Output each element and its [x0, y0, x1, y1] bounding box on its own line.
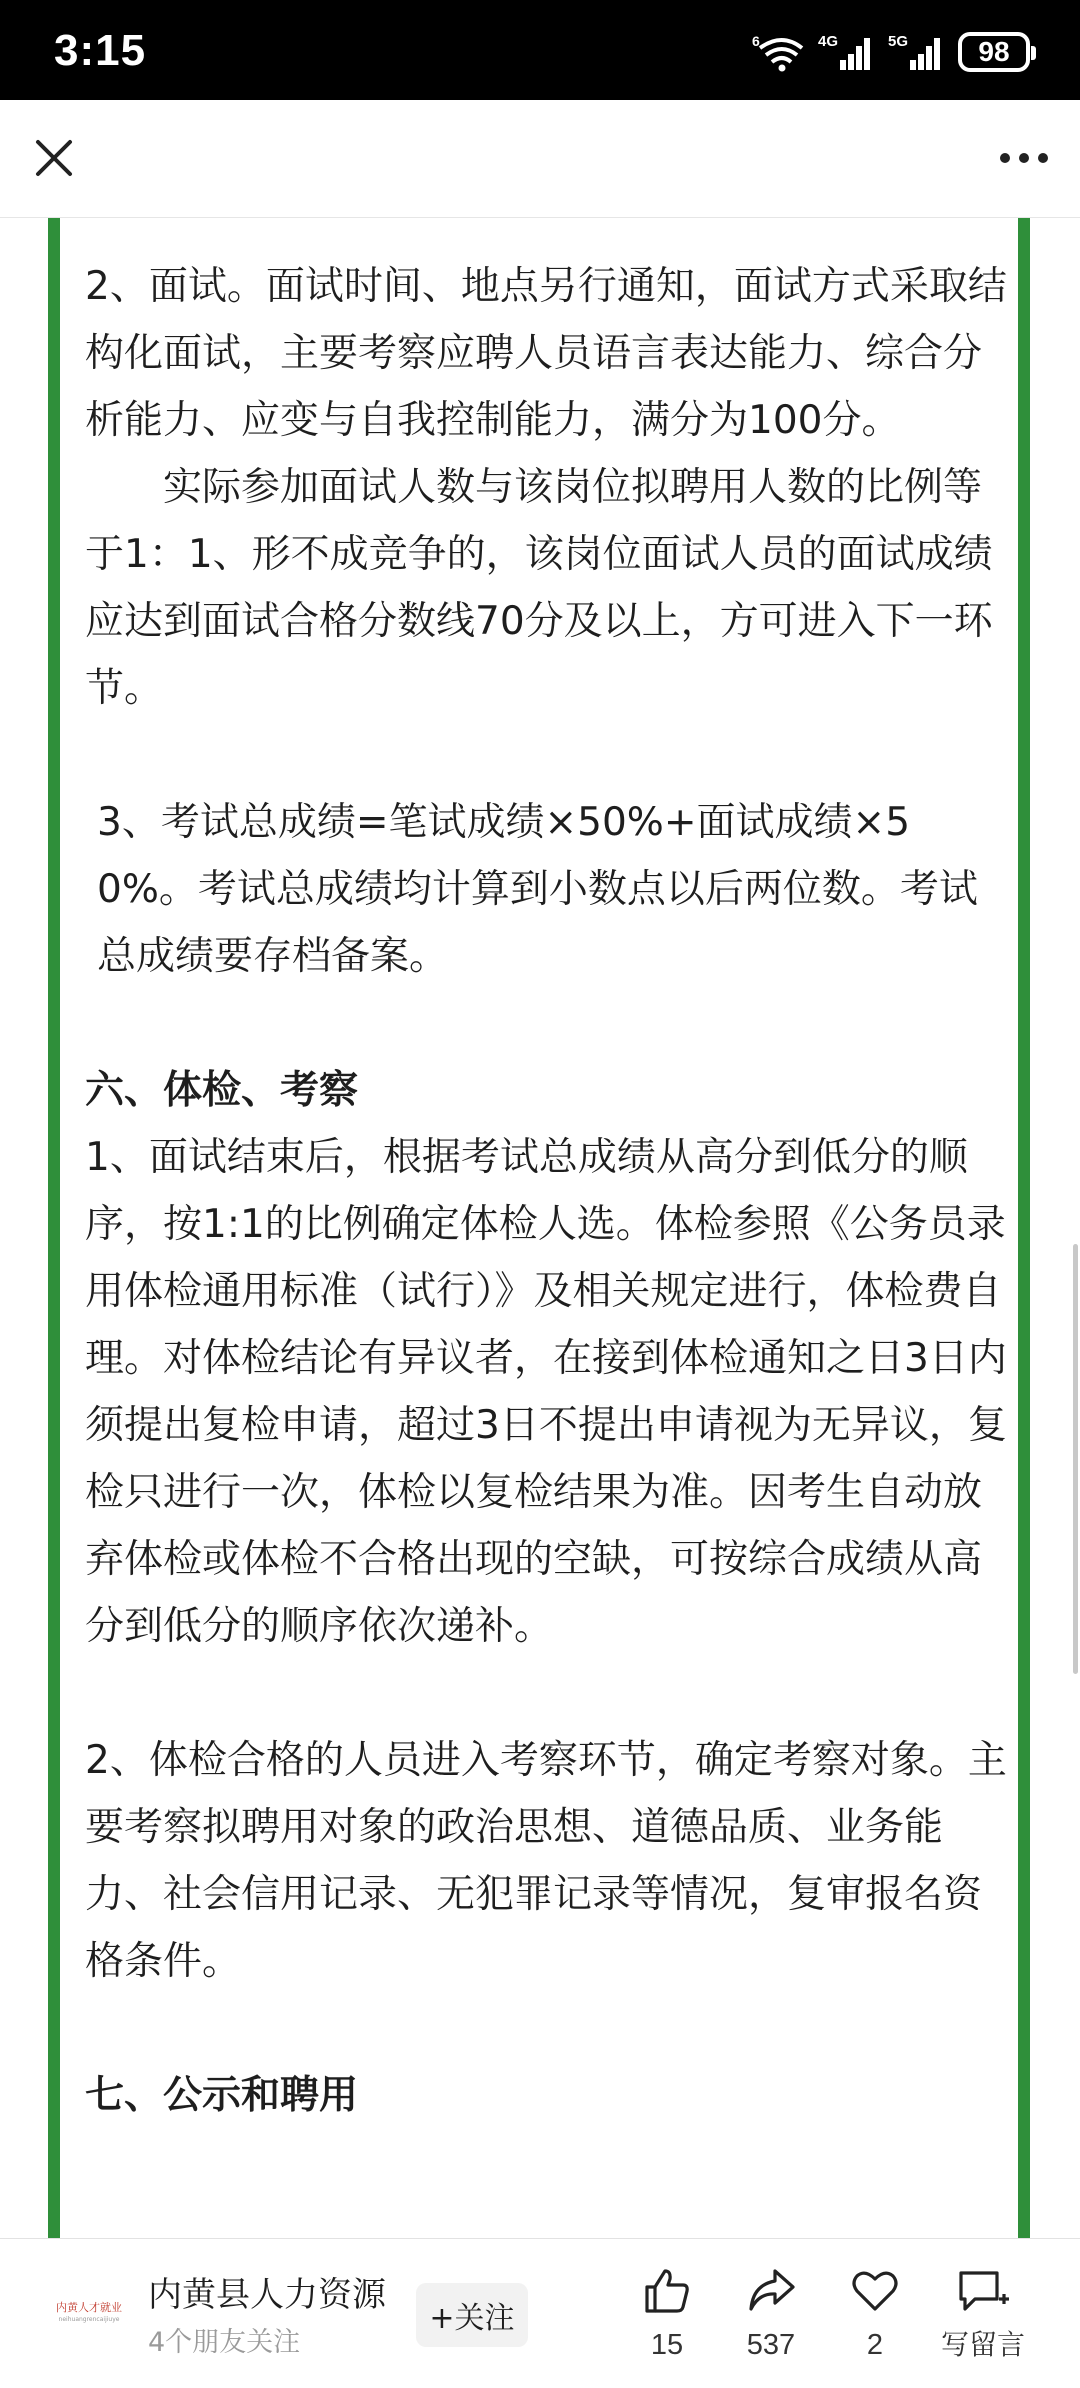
wifi-label: 6 [752, 33, 760, 49]
more-icon-dot [1038, 153, 1048, 163]
comment-add-icon [955, 2265, 1011, 2317]
paragraph-total-score: 3、考试总成绩=笔试成绩×50%+面试成绩×50%。考试总成绩均计算到小数点以后两位数。考试总成绩要存档备案。 [97, 800, 978, 979]
battery-level: 98 [978, 36, 1010, 67]
status-bar [0, 0, 1080, 100]
comment-button[interactable] [928, 2265, 1038, 2381]
paragraph-interview-ratio: 实际参加面试人数与该岗位拟聘用人数的比例等于1：1、形不成竞争的，该岗位面试人员的面试成绩应达到面试合格分数线70分及以上，方可进入下一环节。 [85, 465, 993, 711]
share-button[interactable] [716, 2265, 826, 2381]
signal-4g-icon [818, 32, 874, 72]
paragraph-inspection: 2、体检合格的人员进入考察环节，确定考察对象。主要考察拟聘用对象的政治思想、道德品质、业务能力、社会信用记录、无犯罪记录等情况，复审报名资格条件。 [85, 1738, 1007, 1984]
account-name[interactable]: 内黄县人力资源 [148, 2275, 386, 2315]
spacer [85, 1995, 1007, 2062]
scrollbar[interactable] [1073, 1244, 1078, 1674]
top-nav [0, 100, 1080, 218]
close-icon [26, 130, 82, 186]
paragraph-interview: 2、面试。面试时间、地点另行通知，面试方式采取结构化面试，主要考察应聘人员语言表达能力、综合分析能力、应变与自我控制能力，满分为100分。 [85, 264, 1007, 443]
more-button[interactable] [996, 134, 1052, 182]
share-icon [745, 2265, 797, 2317]
signal-5g-icon [888, 32, 944, 72]
like-button[interactable] [612, 2265, 722, 2381]
share-count: 537 [746, 2329, 796, 2361]
heart-icon [849, 2265, 901, 2317]
wifi-icon [752, 32, 804, 72]
article-frame [48, 218, 1030, 2238]
more-icon-dot [1019, 153, 1029, 163]
network-4g-label: 4G [818, 33, 839, 50]
article-body [85, 253, 1007, 2129]
like-count: 15 [650, 2329, 684, 2361]
account-logo[interactable] [48, 2295, 130, 2329]
battery-indicator [958, 32, 1030, 72]
section-heading-publicity: 七、公示和聘用 [85, 2073, 359, 2118]
paragraph-medical-check: 1、面试结束后，根据考试总成绩从高分到低分的顺序，按1:1的比例确定体检人选。体检参照《公务员录用体检通用标准（试行）》及相关规定进行，体检费自理。对体检结论有异议者，在接到体检通知之日3日内须提出复检申请，超过3日不提出申请视为无异议，复检只进行一次，体检以复检结果为准。因考生自动放弃体检或体检不合格出现的空缺，可按综合成绩从高分到低分的顺序依次递补。 [85, 1135, 1007, 1649]
spacer [85, 990, 1007, 1057]
section-heading-medical-check: 六、体检、考察 [85, 1068, 359, 1113]
follow-button[interactable]: +关注 [416, 2283, 528, 2347]
bottom-bar [0, 2238, 1080, 2388]
friends-following: 4个朋友关注 [148, 2327, 301, 2358]
favorite-button[interactable] [820, 2265, 930, 2381]
more-icon-dot [1000, 153, 1010, 163]
thumbs-up-icon [641, 2265, 693, 2317]
network-5g-label: 5G [888, 33, 909, 50]
heart-count: 2 [866, 2329, 884, 2361]
close-button[interactable] [26, 130, 82, 186]
account-logo-subtext: neihuangrencaijiuye [58, 2315, 120, 2323]
status-icons [752, 30, 1030, 74]
spacer [85, 722, 1007, 789]
spacer [85, 1660, 1007, 1727]
status-time: 3:15 [54, 26, 147, 75]
comment-label: 写留言 [940, 2328, 1025, 2361]
account-logo-text: 内黄人才就业 [56, 2300, 122, 2314]
